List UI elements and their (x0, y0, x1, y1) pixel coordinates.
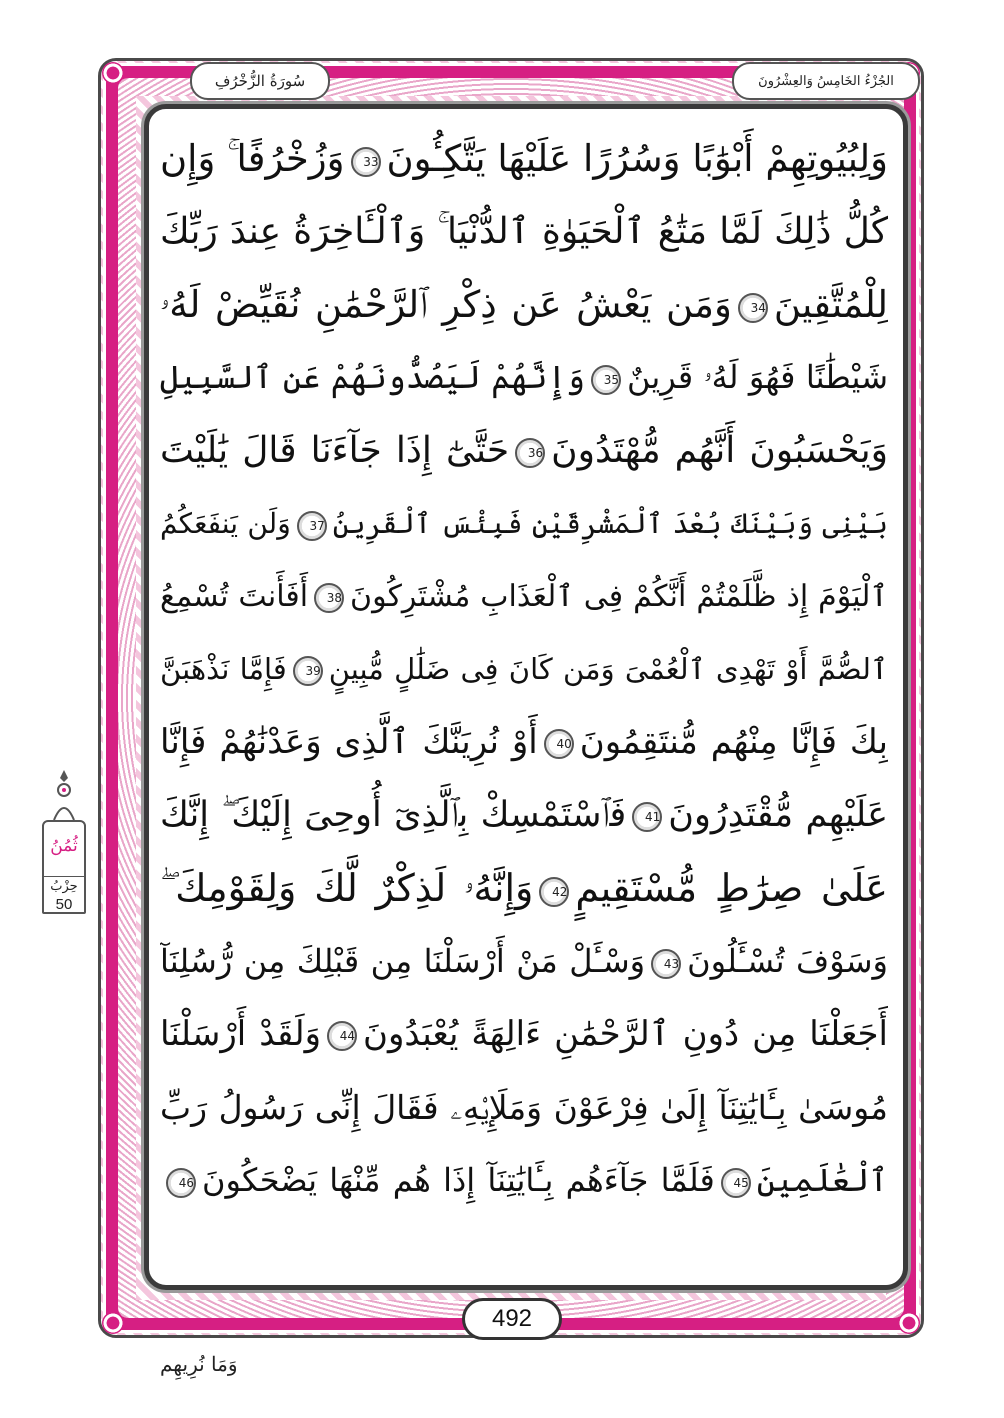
verse-text: أَوْ نُرِيَنَّكَ ٱلَّذِى وَعَدْنَٰهُمْ فَإِنَّا (160, 722, 538, 762)
verse-line (160, 633, 888, 706)
verse-lines (160, 122, 888, 1217)
verse-text: ٱلْيَوْمَ إِذ ظَّلَمْتُمْ أَنَّكُمْ فِى ٱلْعَذَابِ مُشْتَرِكُونَ (350, 579, 888, 614)
verse-number-marker: 38 (314, 583, 344, 613)
verse-line (160, 1071, 888, 1144)
verse-text: كُلُّ ذَٰلِكَ لَمَّا مَتَٰعُ ٱلْحَيَوٰةِ ٱلدُّنْيَا ۚ وَٱلْـَٔاخِرَةُ عِندَ رَبِّكَ (160, 211, 888, 252)
verse-text: مُوسَىٰ بِـَٔايَٰتِنَآ إِلَىٰ فِرْعَوْنَ وَمَلَإِي۟هِۦ فَقَالَ إِنِّى رَسُولُ رَبِّ (160, 1088, 888, 1127)
verse-text: وَلَقَدْ أَرْسَلْنَا (160, 1014, 322, 1054)
verse-number-marker: 44 (327, 1021, 357, 1051)
corner-ornament (102, 1312, 124, 1334)
hizb-number: 50 (55, 896, 73, 913)
verse-line (160, 925, 888, 998)
verse-text: ٱلصُّمَّ أَوْ تَهْدِى ٱلْعُمْىَ وَمَن كَانَ فِى ضَلَٰلٍ مُّبِينٍ (328, 652, 888, 686)
verse-line (160, 122, 888, 195)
verse-text: فَٱسْتَمْسِكْ بِٱلَّذِىٓ أُوحِىَ إِلَيْكَ ۖ إِنَّكَ (160, 795, 627, 835)
verse-line (160, 779, 888, 852)
verse-number-marker: 43 (651, 949, 681, 979)
verse-text: شَيْطَٰنًا فَهُوَ لَهُۥ قَرِينٌ (626, 358, 888, 396)
page-number: 492 (462, 1298, 562, 1340)
verse-text: عَلَىٰ صِرَٰطٍ مُّسْتَقِيمٍ (575, 866, 888, 910)
verse-text: وَلِبُيُوتِهِمْ أَبْوَٰبًا وَسُرُرًا عَلَيْهَا يَتَّكِـُٔونَ (386, 137, 888, 180)
verse-text: وَسَوْفَ تُسْـَٔلُونَ (687, 942, 888, 980)
verse-line (160, 998, 888, 1071)
verse-line (160, 341, 888, 414)
verse-number-marker: 37 (297, 511, 327, 541)
verse-text: وَلَن يَنفَعَكُمُ (160, 507, 291, 540)
verse-text: أَجَعَلْنَا مِن دُونِ ٱلرَّحْمَٰنِ ءَالِهَةً يُعْبَدُونَ (363, 1014, 888, 1054)
surah-name-header: سُورَةُ الزُّخْرُفِ (190, 62, 330, 100)
hizb-marker (36, 770, 92, 920)
verse-line (160, 852, 888, 925)
verse-text: وَإِنَّهُمْ لَيَصُدُّونَهُمْ عَنِ ٱلسَّبِيلِ (160, 358, 585, 396)
verse-text: حَتَّىٰٓ إِذَا جَآءَنَا قَالَ يَٰلَيْتَ (160, 430, 510, 471)
verse-line (160, 414, 888, 487)
corner-ornament (898, 1312, 920, 1334)
verse-line (160, 268, 888, 341)
juz-name-header: الجُزْءُ الخَامِسُ وَالعِشْرُونَ (732, 62, 920, 100)
verse-line (160, 195, 888, 268)
hizb-ornament-icon (50, 770, 78, 824)
verse-line (160, 487, 888, 560)
verse-number-marker: 41 (632, 802, 662, 832)
verse-text: وَإِنَّهُۥ لَذِكْرٌ لَّكَ وَلِقَوْمِكَ ۖ (160, 866, 534, 910)
verse-line (160, 706, 888, 779)
verse-text: عَلَيْهِم مُّقْتَدِرُونَ (668, 795, 888, 835)
verse-text: أَفَأَنتَ تُسْمِعُ (160, 579, 309, 614)
verse-text: وَمَن يَعْشُ عَن ذِكْرِ ٱلرَّحْمَٰنِ نُقَيِّضْ لَهُۥ (160, 283, 732, 326)
verse-number-marker: 34 (738, 293, 768, 323)
verse-number-marker: 40 (544, 729, 574, 759)
verse-number-marker: 39 (293, 656, 323, 686)
verse-text: بَيْنِى وَبَيْنَكَ بُعْدَ ٱلْمَشْرِقَيْنِ فَبِئْسَ ٱلْقَرِينُ (332, 507, 888, 540)
verse-text: فَإِمَّا نَذْهَبَنَّ (160, 652, 287, 686)
verse-line (160, 560, 888, 633)
verse-text: فَلَمَّا جَآءَهُم بِـَٔايَٰتِنَآ إِذَا هُم مِّنْهَا يَضْحَكُونَ (202, 1161, 715, 1199)
verse-number-marker: 33 (351, 147, 381, 177)
verse-text: وَيَحْسَبُونَ أَنَّهُم مُّهْتَدُونَ (551, 430, 888, 471)
catchword: وَمَا نُرِيهِم (160, 1352, 238, 1376)
verse-number-marker: 42 (539, 877, 569, 907)
verse-text: بِكَ فَإِنَّا مِنْهُم مُّنتَقِمُونَ (579, 722, 888, 762)
verse-text: لِلْمُتَّقِينَ (773, 283, 888, 326)
verse-text: وَزُخْرُفًا ۚ وَإِن (160, 137, 345, 180)
verse-text: ٱلْعَٰلَمِينَ (756, 1161, 888, 1199)
corner-ornament (102, 62, 124, 84)
hizb-quarter: ثُمُنُ (50, 836, 78, 856)
verse-text: وَسْـَٔلْ مَنْ أَرْسَلْنَا مِن قَبْلِكَ مِن رُّسُلِنَآ (160, 942, 646, 980)
hizb-box (42, 820, 86, 914)
verse-number-marker: 36 (515, 438, 545, 468)
verse-number-marker: 45 (721, 1168, 751, 1198)
verse-number-marker: 46 (166, 1168, 196, 1198)
hizb-label: حِزْبُ (44, 876, 84, 894)
verse-number-marker: 35 (591, 365, 621, 395)
verse-line (160, 1144, 888, 1217)
